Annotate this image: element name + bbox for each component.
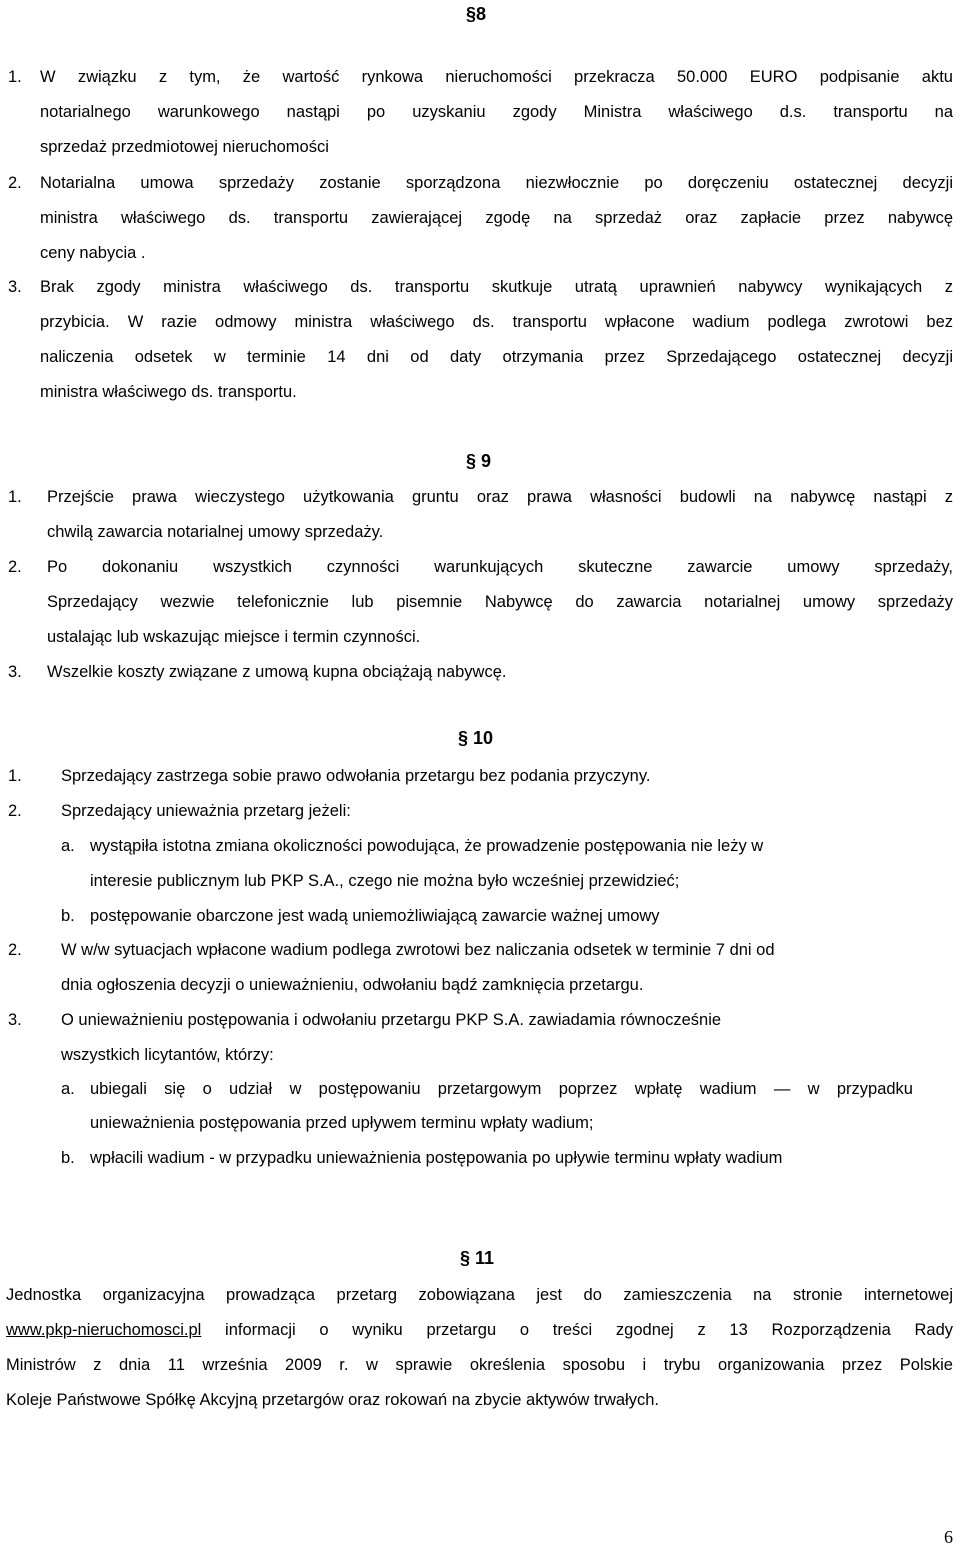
section-10-heading: § 10 xyxy=(458,728,494,748)
s9-p2-line1: Po dokonaniu wszystkich czynności warunkujących skuteczne zawarcie umowy sprzedaży, xyxy=(47,558,953,576)
s8-p3-line2: przybicia. W razie odmowy ministra właściwego ds. transportu wpłacone wadium podlega zwrotowi bez xyxy=(40,313,953,331)
s9-p2-line3: ustalając lub wskazując miejsce i termin czynności. xyxy=(47,628,421,646)
s8-p1-line3: sprzedaż przedmiotowej nieruchomości xyxy=(40,138,329,156)
s9-p3-number: 3. xyxy=(8,663,22,681)
s11-line2-text: informacji o wyniku przetargu o treści zgodnej z 13 Rozporządzenia Rady xyxy=(201,1321,953,1339)
s9-p1-line1: Przejście prawa wieczystego użytkowania gruntu oraz prawa własności budowli na nabywcę nastąpi z xyxy=(47,488,953,506)
s10-p4-line1: O unieważnieniu postępowania i odwołaniu przetargu PKP S.A. zawiadamia równocześnie xyxy=(61,1011,722,1029)
s11-line4: Koleje Państwowe Spółkę Akcyjną przetargów oraz rokowań na zbycie aktywów trwałych. xyxy=(6,1391,659,1409)
s8-p1-line2: notarialnego warunkowego nastąpi po uzyskaniu zgody Ministra właściwego d.s. transportu na xyxy=(40,103,953,121)
page-number: 6 xyxy=(944,1527,953,1547)
s10-p2a-line1: wystąpiła istotna zmiana okoliczności powodująca, że prowadzenie postępowania nie leży w xyxy=(90,837,764,855)
s11-line2 xyxy=(6,1313,953,1348)
s8-p2-number: 2. xyxy=(8,174,22,192)
s10-p4b-line1: wpłacili wadium - w przypadku unieważnienia postępowania po upływie terminu wpłaty wadium xyxy=(90,1149,783,1167)
s8-p2-line2: ministra właściwego ds. transportu zawierającej zgodę na sprzedaż oraz zapłacie przez nabywcę xyxy=(40,209,953,227)
s10-p4a-letter: a. xyxy=(61,1080,75,1098)
s10-p4a-line1: ubiegali się o udział w postępowaniu przetargowym poprzez wpłatę wadium — w przypadku xyxy=(90,1080,913,1098)
s8-p3-number: 3. xyxy=(8,278,22,296)
s10-p3-line1: W w/w sytuacjach wpłacone wadium podlega zwrotowi bez naliczania odsetek w terminie 7 dni od xyxy=(61,941,775,959)
s10-p4-line2: wszystkich licytantów, którzy: xyxy=(61,1046,274,1064)
s10-p4b-letter: b. xyxy=(61,1149,75,1167)
s10-p3-line2: dnia ogłoszenia decyzji o unieważnieniu, odwołaniu bądź zamknięcia przetargu. xyxy=(61,976,644,994)
s10-p2-number: 2. xyxy=(8,802,22,820)
s8-p1-line1: W związku z tym, że wartość rynkowa nieruchomości przekracza 50.000 EURO podpisanie aktu xyxy=(40,68,953,86)
s10-p2-line1: Sprzedający unieważnia przetarg jeżeli: xyxy=(61,802,351,820)
s11-line3: Ministrów z dnia 11 września 2009 r. w sprawie określenia sposobu i trybu organizowania przez Polskie xyxy=(6,1356,953,1374)
s10-p4-number: 3. xyxy=(8,1011,22,1029)
pkp-nieruchomosci-link[interactable]: www.pkp-nieruchomosci.pl xyxy=(6,1321,202,1339)
s9-p2-number: 2. xyxy=(8,558,22,576)
s8-p2-line3: ceny nabycia . xyxy=(40,244,146,262)
s10-p3-number: 2. xyxy=(8,941,22,959)
s10-p2b-letter: b. xyxy=(61,907,75,925)
s11-line1: Jednostka organizacyjna prowadząca przetarg zobowiązana jest do zamieszczenia na stronie internetowej xyxy=(6,1286,953,1304)
section-9-heading: § 9 xyxy=(466,451,492,471)
s9-p3-line1: Wszelkie koszty związane z umową kupna obciążają nabywcę. xyxy=(47,663,507,681)
s10-p1-line1: Sprzedający zastrzega sobie prawo odwołania przetargu bez podania przyczyny. xyxy=(61,767,651,785)
s9-p1-number: 1. xyxy=(8,488,22,506)
s8-p3-line3: naliczenia odsetek w terminie 14 dni od daty otrzymania przez Sprzedającego ostatecznej decyzji xyxy=(40,348,953,366)
s8-p1-number: 1. xyxy=(8,68,22,86)
section-11-heading: § 11 xyxy=(460,1248,495,1268)
s10-p2a-letter: a. xyxy=(61,837,75,855)
s10-p4a-line2: unieważnienia postępowania przed upływem terminu wpłaty wadium; xyxy=(90,1114,594,1132)
s8-p3-line4: ministra właściwego ds. transportu. xyxy=(40,383,297,401)
section-8-heading: §8 xyxy=(466,4,487,24)
s8-p2-line1: Notarialna umowa sprzedaży zostanie sporządzona niezwłocznie po doręczeniu ostatecznej decyzji xyxy=(40,174,953,192)
s10-p2b-line1: postępowanie obarczone jest wadą uniemożliwiającą zawarcie ważnej umowy xyxy=(90,907,660,925)
s10-p1-number: 1. xyxy=(8,767,22,785)
s9-p1-line2: chwilą zawarcia notarialnej umowy sprzedaży. xyxy=(47,523,384,541)
s8-p3-line1: Brak zgody ministra właściwego ds. transportu skutkuje utratą uprawnień nabywcy wynikających z xyxy=(40,278,953,296)
s9-p2-line2: Sprzedający wezwie telefonicznie lub pisemnie Nabywcę do zawarcia notarialnej umowy sprzedaży xyxy=(47,593,953,611)
s10-p2a-line2: interesie publicznym lub PKP S.A., czego nie można było wcześniej przewidzieć; xyxy=(90,872,680,890)
